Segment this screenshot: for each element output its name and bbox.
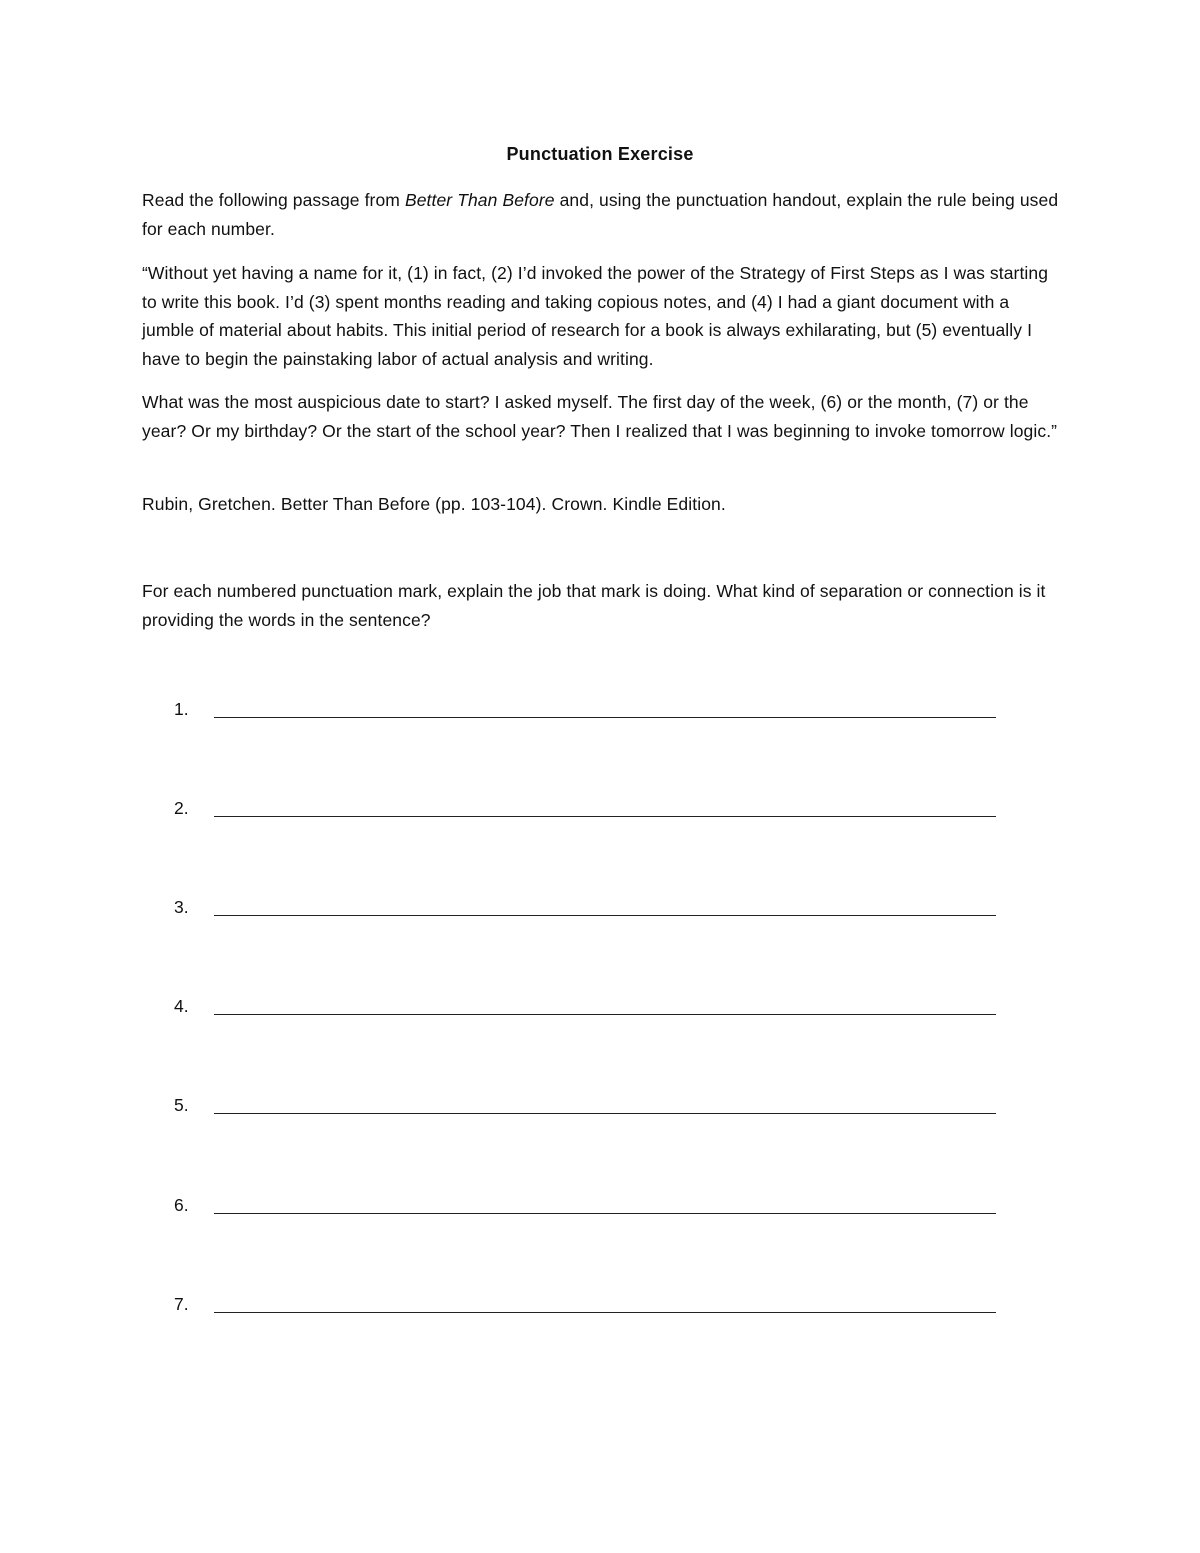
citation: Rubin, Gretchen. Better Than Before (pp. 103-104). Crown. Kindle Edition. xyxy=(142,494,726,514)
answer-number: 5. xyxy=(174,1095,189,1115)
answer-row xyxy=(142,695,1002,725)
answer-number: 7. xyxy=(174,1294,189,1314)
book-title: Better Than Before xyxy=(404,190,555,210)
answer-row xyxy=(142,893,1002,923)
answer-number: 3. xyxy=(174,897,189,917)
answer-number: 1. xyxy=(174,699,189,719)
answer-blank-line[interactable] xyxy=(214,1213,996,1214)
page-title: Punctuation Exercise xyxy=(506,144,694,164)
answer-blank-line[interactable] xyxy=(214,816,996,817)
passage-paragraph-2: What was the most auspicious date to start? I asked myself. The first day of the week, (6) or the month, (7) or the year? Or my birthday? Or the start of the school year? Then I realized that I was beginning to invoke tomorrow logic.” xyxy=(142,392,1058,441)
instructions: For each numbered punctuation mark, explain the job that mark is doing. What kind of separation or connection is it providing the words in the sentence? xyxy=(142,581,1046,630)
answer-row xyxy=(142,1091,1002,1121)
answer-number: 4. xyxy=(174,996,189,1016)
answer-row xyxy=(142,794,1002,824)
answer-blank-line[interactable] xyxy=(214,915,996,916)
answer-blank-line[interactable] xyxy=(214,717,996,718)
answer-blank-line[interactable] xyxy=(214,1014,996,1015)
passage-paragraph-1: “Without yet having a name for it, (1) in fact, (2) I’d invoked the power of the Strategy of First Steps as I was starting to write this book. I’d (3) spent months reading and taking copious notes, and (4) I had a giant document with a jumble of material about habits. This initial period of research for a book is always exhilarating, but (5) eventually I have to begin the painstaking labor of actual analysis and writing. xyxy=(142,263,1049,369)
answer-row xyxy=(142,992,1002,1022)
intro-text-before: Read the following passage from xyxy=(142,190,405,210)
intro-text-after: and, using the punctuation handout, explain the rule being used for each number. xyxy=(142,190,1059,239)
answer-row xyxy=(142,1191,1002,1221)
answer-blank-line[interactable] xyxy=(214,1113,996,1114)
answer-row xyxy=(142,1290,1002,1320)
answer-blank-line[interactable] xyxy=(214,1312,996,1313)
answer-number: 6. xyxy=(174,1195,189,1215)
answer-number: 2. xyxy=(174,798,189,818)
intro-paragraph xyxy=(142,186,1062,243)
